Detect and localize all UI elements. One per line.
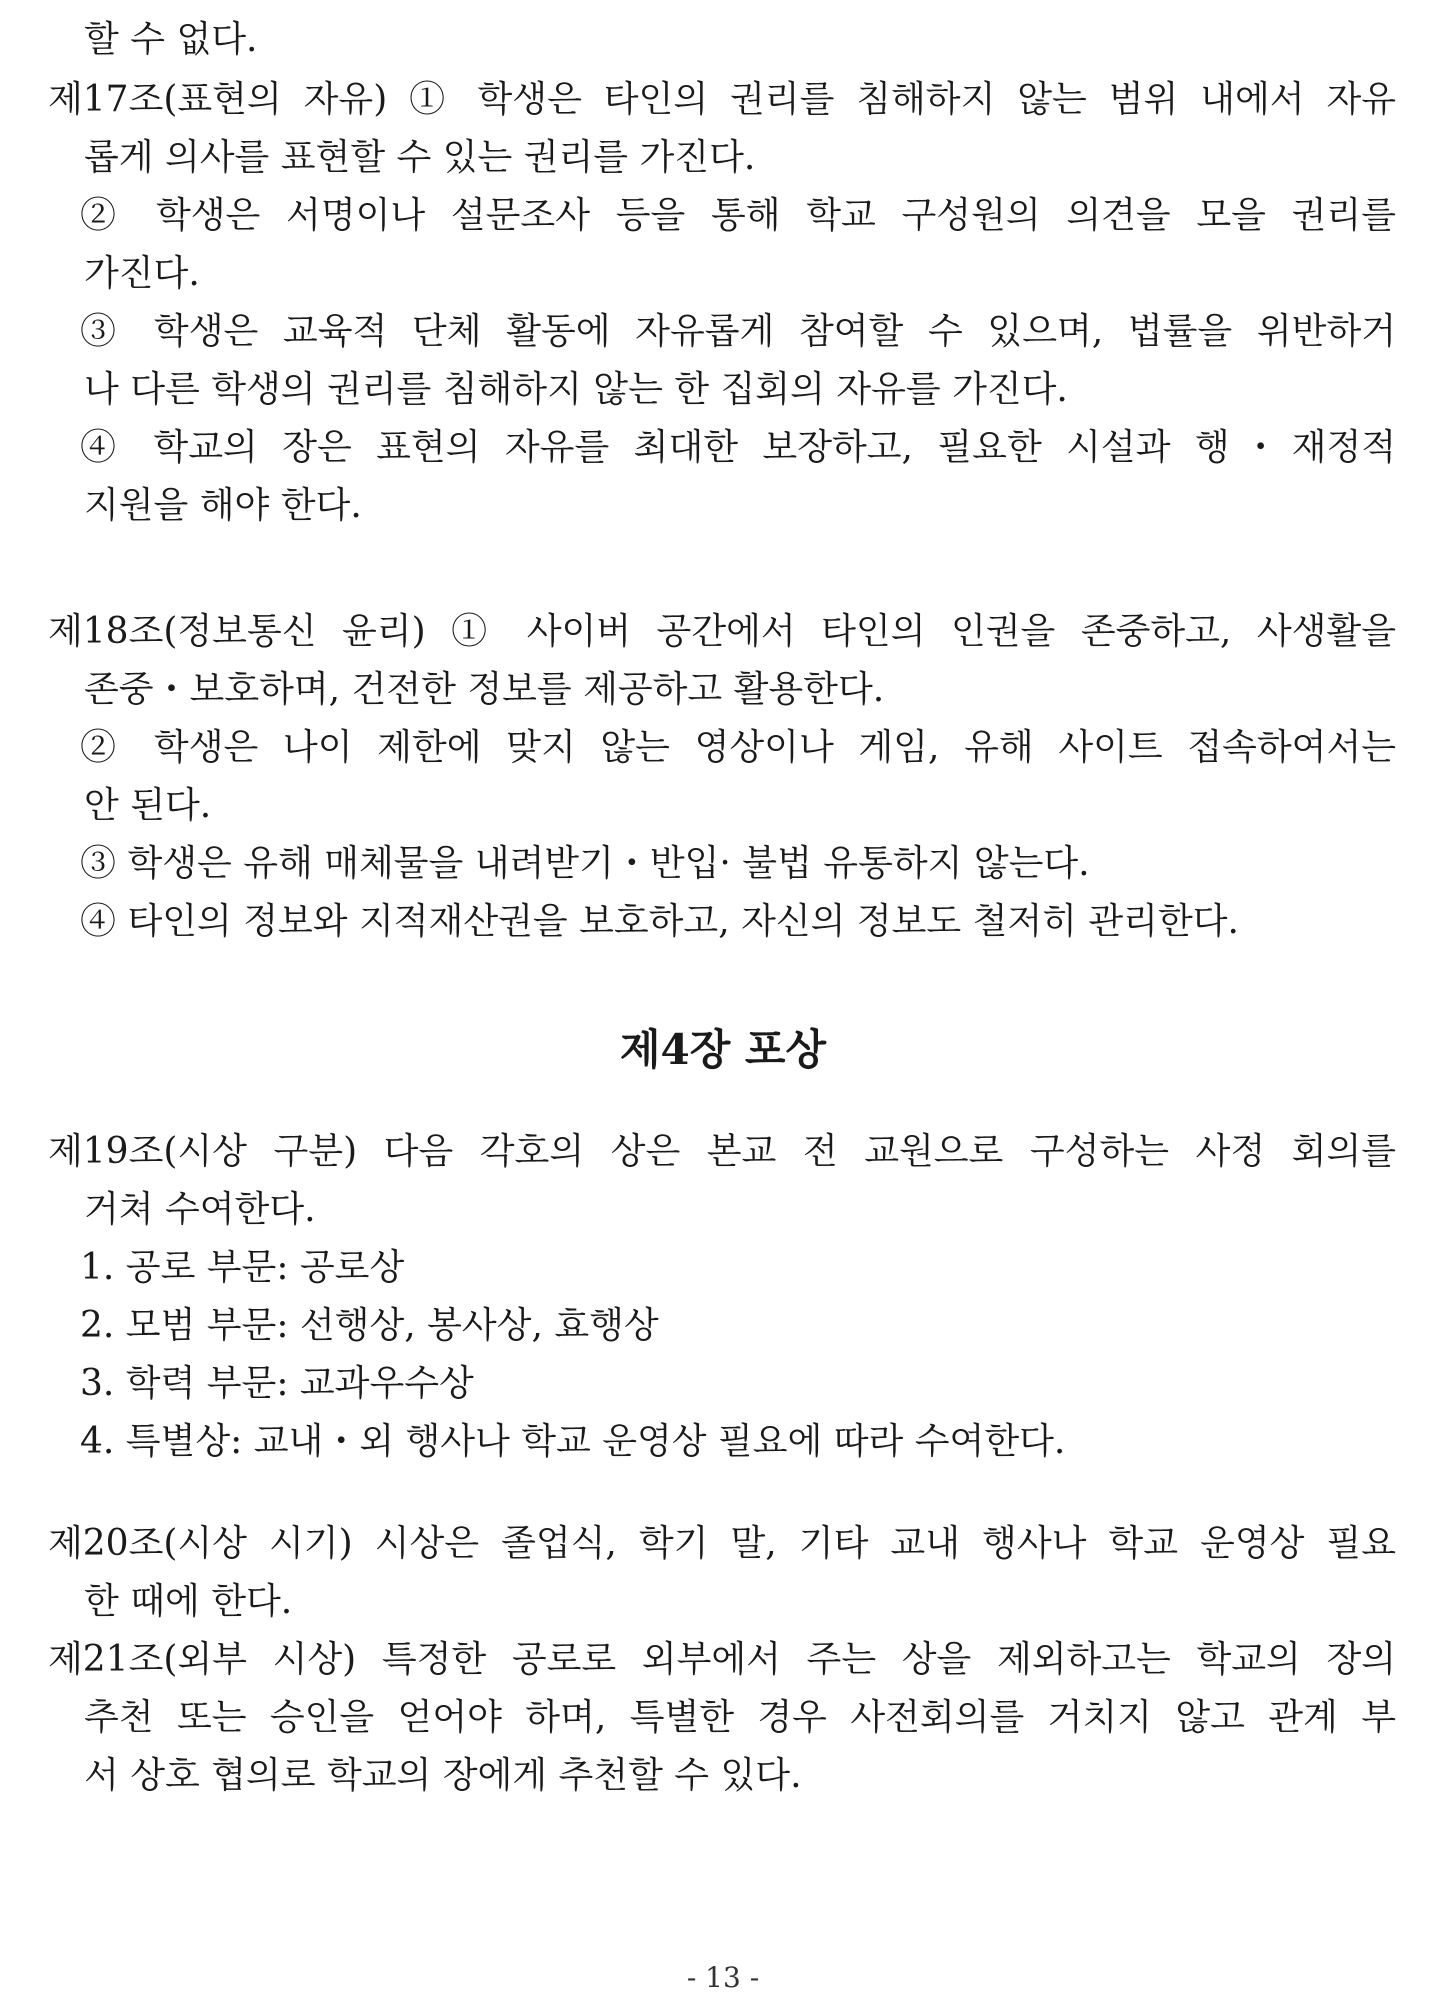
text-line: 나 다른 학생의 권리를 침해하지 않는 한 집회의 자유를 가진다. xyxy=(84,369,1068,410)
article-18-clause-4: ④ 타인의 정보와 지적재산권을 보호하고, 자신의 정보도 철저히 관리한다. xyxy=(80,901,1239,942)
article-17-heading: 제17조(표현의 자유) ① 학생은 타인의 권리를 침해하지 않는 범위 내에서 자유 xyxy=(48,79,1396,120)
text-line: 존중・보호하며, 건전한 정보를 제공하고 활용한다. xyxy=(84,669,885,710)
article-17-clause-3: ③ 학생은 교육적 단체 활동에 자유롭게 참여할 수 있으며, 법률을 위반하거 xyxy=(80,311,1396,352)
article-17-clause-2: ② 학생은 서명이나 설문조사 등을 통해 학교 구성원의 의견을 모을 권리를 xyxy=(80,195,1396,236)
text-line: 롭게 의사를 표현할 수 있는 권리를 가진다. xyxy=(84,137,756,178)
article-18-clause-3: ③ 학생은 유해 매체물을 내려받기・반입· 불법 유통하지 않는다. xyxy=(80,843,1090,884)
article-21-heading: 제21조(외부 시상) 특정한 공로로 외부에서 주는 상을 제외하고는 학교의 장의 xyxy=(48,1639,1396,1680)
list-item: 1. 공로 부문: 공로상 xyxy=(80,1247,405,1288)
text-line: 거쳐 수여한다. xyxy=(84,1189,316,1230)
text-line: 지원을 해야 한다. xyxy=(84,485,362,526)
text-line: 할 수 없다. xyxy=(84,19,258,60)
text-line: 추천 또는 승인을 얻어야 하며, 특별한 경우 사전회의를 거치지 않고 관계 부 xyxy=(84,1697,1396,1738)
text-line: 가진다. xyxy=(84,253,200,294)
text-line: 한 때에 한다. xyxy=(84,1581,293,1622)
article-18-heading: 제18조(정보통신 윤리) ① 사이버 공간에서 타인의 인권을 존중하고, 사생활을 xyxy=(48,611,1396,652)
article-18-clause-2: ② 학생은 나이 제한에 맞지 않는 영상이나 게임, 유해 사이트 접속하여서는 xyxy=(80,727,1396,768)
list-item: 2. 모범 부문: 선행상, 봉사상, 효행상 xyxy=(80,1305,659,1346)
text-line: 서 상호 협의로 학교의 장에게 추천할 수 있다. xyxy=(84,1755,802,1796)
text-line: 안 된다. xyxy=(84,785,212,826)
page-number: - 13 - xyxy=(686,1961,760,1994)
article-19-heading: 제19조(시상 구분) 다음 각호의 상은 본교 전 교원으로 구성하는 사정 회의를 xyxy=(48,1131,1396,1172)
article-17-clause-4: ④ 학교의 장은 표현의 자유를 최대한 보장하고, 필요한 시설과 행・재정적 xyxy=(80,427,1396,468)
list-item: 4. 특별상: 교내・외 행사나 학교 운영상 필요에 따라 수여한다. xyxy=(80,1421,1066,1462)
list-item: 3. 학력 부문: 교과우수상 xyxy=(80,1363,474,1404)
chapter-title: 제4장 포상 xyxy=(619,1025,827,1074)
article-20-heading: 제20조(시상 시기) 시상은 졸업식, 학기 말, 기타 교내 행사나 학교 운영상 필요 xyxy=(48,1523,1396,1564)
